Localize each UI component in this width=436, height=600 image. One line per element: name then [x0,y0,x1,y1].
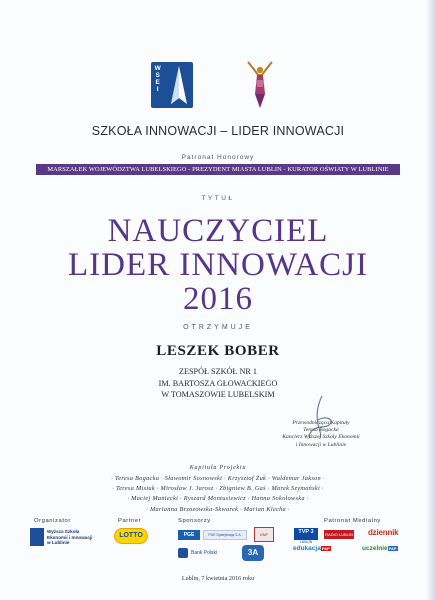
leader-figure-logo [244,60,276,110]
school-name [0,366,436,401]
uczelnie-badge: PAP [388,546,397,551]
school-line-3: W TOMASZOWIE LUBELSKIM [161,390,275,399]
organizer-logo [30,528,102,548]
pge-logo: PGE [178,530,200,540]
tytul-label: TYTUŁ [201,195,235,202]
uczelnie-text: uczelnie [362,545,388,552]
wsei-logo [151,62,193,108]
organizator-label: Organizator [34,518,71,524]
award-title [0,214,436,316]
uczelnie-logo [362,545,398,552]
award-title-line-2: LIDER INNOWACJI [67,247,369,283]
otrzymuje-label: OTRZYMUJE [183,324,253,331]
award-title-line-1: NAUCZYCIEL [107,213,329,249]
knf-logo: KNF [254,527,274,542]
partner-label: Partner [118,518,142,524]
tvp3-sub: LUBLIN [299,540,313,544]
dziennik-logo: dziennik [368,528,399,537]
school-line-2: IM. BARTOSZA GŁOWACKIEGO [158,378,278,388]
organizer-line-2: Ekonomii i Innowacji [47,534,93,540]
lotto-logo [114,528,148,544]
patronat-medialny-label: Patronat Medialny [324,518,381,524]
organizer-line-1: Wyższa Szkoła [47,529,80,534]
award-title-line-3: 2016 [183,281,253,317]
tvp3-logo: TVP 3 [294,528,318,540]
chair-block [236,420,406,449]
patronat-label: Patronat Honorowy [181,154,255,161]
edukacja-text: edukacja [293,545,321,552]
program-title: SZKOŁA INNOWACJI – LIDER INNOWACJI [91,124,345,138]
chair-title-1: Kanclerz Wyższej Szkoły Ekonomii [282,434,360,441]
members-line-3: · Maciej Maniecki · Ryszard Montusiewicz · Hanna Sokołowska · [127,495,309,503]
members-line-1: · Teresa Bogacka · Sławomir Sosnowski · Krzysztof Żuk · Waldemar Jakson · [111,475,325,482]
recipient-name: LESZEK BOBER [156,343,280,359]
kapitula-label: Kapituła Projektu [189,465,247,471]
patronat-bar: MARSZAŁEK WOJEWÓDZTWA LUBELSKIEGO - PREZYDENT MIASTA LUBLIN - KURATOR OŚWIATY W LUBLINIE [36,164,400,175]
wsei-letters: WSEI [154,65,162,93]
chair-role: Przewodnicząca Kapituły [292,420,350,426]
school-line-1: ZESPÓŁ SZKÓŁ NR 1 [178,367,257,376]
organizer-line-3: w Lublinie [47,540,70,546]
kapitula-members [14,474,422,515]
organizer-logo-text [47,529,92,546]
edukacja-badge: PAP [321,546,330,551]
lotto-logo-text: LOTTO [119,532,143,539]
pge-dystrybucja-logo: PGE Dystrybucja S.A. [203,530,247,540]
members-line-4: · Marianna Brzozowska-Skwarek · Marian Klecha · [146,505,290,513]
date-line: Lublin, 7 kwietnia 2016 roku [181,575,255,582]
ea-logo: 3A [242,545,264,561]
bank-polski-text: Bank Polski [191,550,218,556]
edukacja-logo [293,545,331,552]
chair-name: Teresa Bogacka [303,427,339,434]
bank-mark-icon [178,548,188,558]
chair-title-2: i Innowacji w Lublinie [295,441,347,448]
members-line-2: · Teresa Misiuk · Mirosław J. Jarosz · Zbigniew B. Gaś · Marek Szymański · [112,485,324,493]
radio-lublin-logo: RADIO LUBLIN [325,532,353,537]
organizer-logo-mark [30,528,44,546]
sponsorzy-label: Sponsorzy [178,518,211,524]
page-edge-shadow [426,0,436,600]
bank-polski-logo [178,548,226,558]
